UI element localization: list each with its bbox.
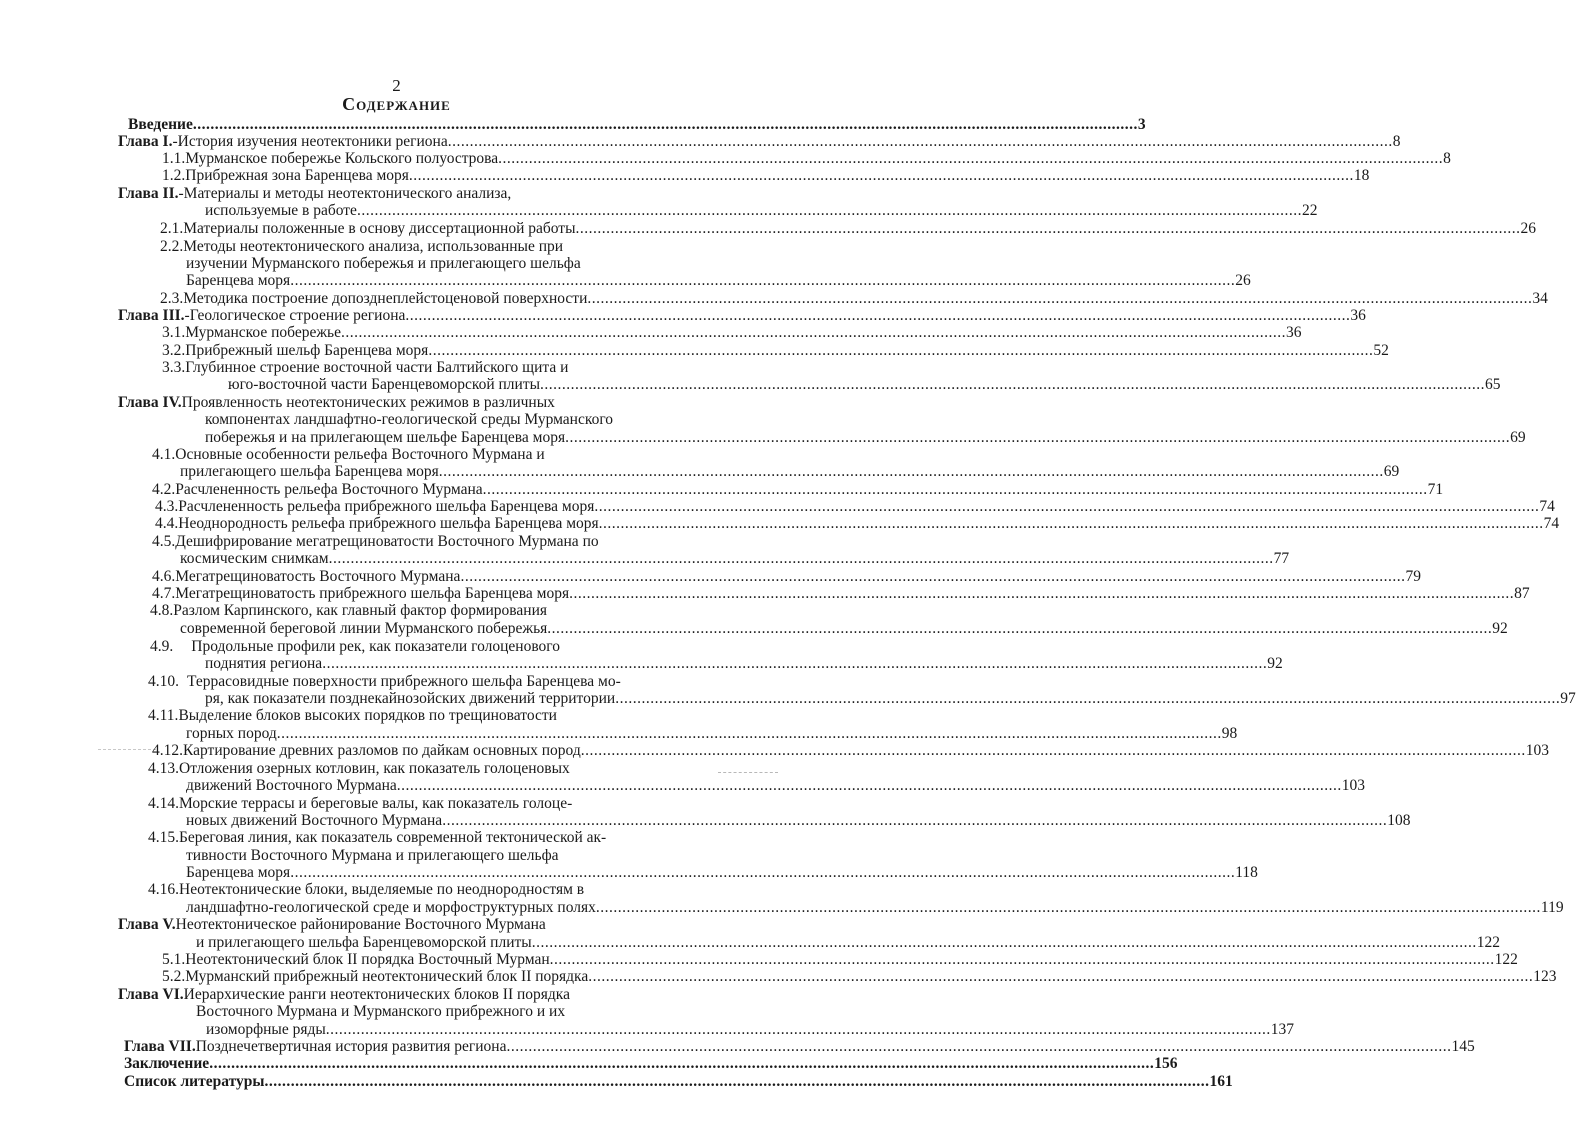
toc-label-cont: Баренцева моря (186, 864, 291, 881)
toc-page-number: 123 (1533, 968, 1557, 985)
toc-leader-dots (506, 1038, 1451, 1056)
toc-chapter-label: Глава II. (118, 185, 179, 202)
toc-label: Мурманское побережье (185, 324, 341, 341)
toc-label-cont: Баренцева моря (186, 272, 291, 289)
toc-leader-dots (209, 1055, 1154, 1073)
toc-label-cont: изучении Мурманского побережья и прилегающего шельфа (186, 255, 581, 272)
toc-entry-section-4-15-cont2 (186, 864, 1258, 882)
toc-entry-section-4-5-cont (180, 550, 1290, 568)
toc-page-number: 92 (1267, 655, 1283, 672)
toc-page-number: 71 (1427, 481, 1444, 498)
toc-page-number: 36 (1286, 324, 1302, 341)
toc-section-number: 2.3. (160, 290, 184, 307)
toc-section-number: 4.3. (155, 498, 179, 515)
toc-entry-section-4-15 (148, 829, 723, 847)
toc-page-number: 79 (1405, 568, 1421, 585)
toc-entry-chapter-2 (118, 185, 723, 203)
toc-label: Продольные профили рек, как показатели голоценового (191, 638, 561, 655)
toc-leader-dots (615, 690, 1560, 708)
toc-entry-chapter-3 (118, 307, 1366, 325)
toc-entry-chapter-4-cont (205, 411, 723, 429)
toc-entry-chapter-6-cont (196, 1003, 723, 1021)
toc-leader-dots (341, 324, 1286, 342)
toc-leader-dots (498, 150, 1443, 168)
toc-entry-section-2-1 (160, 220, 1536, 238)
toc-entry-section-4-8-cont (180, 620, 1508, 638)
toc-leader-dots (442, 812, 1387, 830)
toc-page-number: 8 (1392, 133, 1401, 150)
toc-entry-section-4-3 (155, 498, 1555, 516)
toc-entry-section-4-10 (148, 673, 723, 691)
toc-entry-section-4-1-cont (180, 463, 1400, 481)
toc-label: -История изучения неотектоники региона (172, 133, 448, 150)
toc-entry-chapter-5 (118, 916, 723, 934)
toc-entry-section-4-2 (152, 481, 1444, 499)
toc-entry-section-1-1 (162, 150, 1451, 168)
toc-entry-conclusion (124, 1055, 1178, 1073)
toc-page-number: 122 (1494, 951, 1518, 968)
toc-label: Материалы положенные в основу диссертационной работы (183, 220, 576, 237)
toc-section-number: 1.2. (162, 167, 186, 184)
toc-page-number: 161 (1209, 1073, 1233, 1090)
toc-chapter-label: Глава I. (118, 133, 173, 150)
toc-leader-dots (460, 568, 1405, 586)
toc-chapter-label: Глава V. (118, 916, 176, 933)
toc-label: Прибрежная зона Баренцева моря (185, 167, 409, 184)
toc-section-number: 4.8. (150, 602, 174, 619)
toc-label: Дешифрирование мегатрещиноватости Восточного Мурмана по (175, 533, 599, 550)
toc-section-number: 4.16. (148, 881, 179, 898)
toc-label: Неоднородность рельефа прибрежного шельфа Баренцева моря (178, 515, 599, 532)
toc-entry-section-4-11 (148, 707, 723, 725)
toc-entry-section-4-9 (150, 638, 723, 656)
toc-entry-section-2-2-cont (186, 255, 723, 273)
toc-section-number: 4.13. (148, 760, 179, 777)
toc-label: Мегатрещиноватость Восточного Мурмана (175, 568, 461, 585)
toc-page-number: 103 (1525, 742, 1549, 759)
toc-label: Иерархические ранги неотектонических блоков II порядка (183, 986, 570, 1003)
toc-leader-dots (576, 220, 1521, 238)
toc-chapter-label: Глава III. (118, 307, 185, 324)
toc-entry-chapter-6 (118, 986, 723, 1004)
toc-page-number: 122 (1476, 934, 1500, 951)
toc-leader-dots (326, 1021, 1271, 1039)
toc-label: Картирование древних разломов по дайкам основных пород (183, 742, 581, 759)
toc-label: Мегатрещиноватость прибрежного шельфа Баренцева моря (175, 585, 570, 602)
toc-entry-chapter-6-cont2 (206, 1021, 1295, 1039)
toc-section-number: 2.2. (160, 238, 184, 255)
toc-entry-intro (128, 116, 1146, 134)
toc-section-number: 4.12. (152, 742, 183, 759)
toc-chapter-label: Глава VII. (124, 1038, 196, 1055)
toc-label: Разлом Карпинского, как главный фактор формирования (173, 602, 548, 619)
toc-section-number: 4.5. (152, 533, 176, 550)
toc-entry-section-4-15-cont (186, 847, 723, 865)
toc-label-cont: горных пород (186, 725, 277, 742)
toc-label: Морские террасы и береговые валы, как показатель голоце- (179, 795, 573, 812)
toc-leader-dots (322, 655, 1267, 673)
toc-label: -Геологическое строение региона (184, 307, 406, 324)
toc-label-cont: новых движений Восточного Мурмана (186, 812, 443, 829)
toc-label-cont: компонентах ландшафтно-геологической среды Мурманского (205, 411, 614, 428)
toc-label: Методика построение допозднеплейстоценовой поверхности (183, 290, 588, 307)
toc-label: Выделение блоков высоких порядков по трещиноватости (178, 707, 557, 724)
toc-label: Глубинное строение восточной части Балтийского щита и (185, 359, 569, 376)
toc-leader-dots (596, 899, 1541, 917)
toc-entry-section-4-4 (155, 515, 1560, 533)
toc-entry-section-4-16-cont (186, 899, 1564, 917)
toc-page-number: 18 (1353, 167, 1370, 184)
toc-page-number: 74 (1539, 498, 1555, 515)
toc-leader-dots (439, 463, 1384, 481)
toc-entry-section-5-1 (162, 951, 1518, 969)
scan-artifact-line-right (718, 772, 778, 773)
toc-page-number: 145 (1451, 1038, 1475, 1055)
toc-label: Расчлененность рельефа прибрежного шельфа Баренцева моря (178, 498, 595, 515)
toc-page-number: 3 (1137, 116, 1146, 133)
toc-label: Основные особенности рельефа Восточного Мурмана и (175, 446, 545, 463)
toc-entry-section-1-2 (162, 167, 1370, 185)
toc-page-number: 22 (1301, 202, 1318, 219)
toc-leader-dots (397, 777, 1342, 795)
toc-section-number: 4.7. (152, 585, 176, 602)
toc-leader-dots (409, 167, 1354, 185)
toc-leader-dots (550, 951, 1495, 969)
toc-page-number: 8 (1443, 150, 1451, 167)
toc-leader-dots (594, 498, 1539, 516)
toc-chapter-label: Глава VI. (118, 986, 184, 1003)
toc-label: -Материалы и методы неотектонического анализа, (178, 185, 512, 202)
toc-leader-dots (193, 116, 1138, 134)
toc-entry-chapter-2-cont (205, 202, 1318, 220)
toc-page-number: 26 (1235, 272, 1251, 289)
toc-leader-dots (290, 864, 1235, 882)
toc-entry-section-3-2 (162, 342, 1389, 360)
toc-page-number: 34 (1532, 290, 1548, 307)
page-title: Содержание (342, 94, 451, 114)
toc-label-cont: используемые в работе (205, 202, 357, 219)
toc-label-cont: движений Восточного Мурмана (186, 777, 397, 794)
toc-leader-dots (277, 725, 1222, 743)
toc-leader-dots (569, 585, 1514, 603)
toc-page-number: 97 (1560, 690, 1576, 707)
toc-label-cont: побережья и на прилегающем шельфе Баренцева моря (205, 429, 566, 446)
toc-label: Список литературы (124, 1073, 265, 1090)
toc-label-cont: тивности Восточного Мурмана и прилегающего шельфа (186, 847, 559, 864)
toc-entry-section-4-14-cont (186, 812, 1411, 830)
toc-label: Неотектоническое районирование Восточного Мурмана (175, 916, 546, 933)
toc-section-number: 4.14. (148, 795, 179, 812)
toc-label-cont: прилегающего шельфа Баренцева моря (180, 463, 439, 480)
toc-page-number: 69 (1383, 463, 1400, 480)
toc-leader-dots (428, 342, 1373, 360)
toc-page-number: 92 (1492, 620, 1508, 637)
toc-label: Заключение (124, 1055, 210, 1072)
toc-leader-dots (329, 550, 1274, 568)
toc-leader-dots (547, 620, 1492, 638)
toc-entry-section-4-1 (152, 446, 723, 464)
toc-leader-dots (290, 272, 1235, 290)
toc-leader-dots (357, 202, 1302, 220)
toc-section-number: 5.1. (162, 951, 186, 968)
toc-leader-dots (448, 133, 1393, 151)
toc-entry-section-4-14 (148, 795, 723, 813)
toc-leader-dots (405, 307, 1350, 325)
toc-entry-section-4-5 (152, 533, 723, 551)
toc-label: Проявленность неотектонических режимов в различных (181, 394, 555, 411)
toc-label-cont: и прилегающего шельфа Баренцевоморской плиты (196, 934, 532, 951)
toc-page-number: 108 (1387, 812, 1411, 829)
toc-label-cont: космическим снимкам (180, 550, 329, 567)
toc-leader-dots (532, 934, 1477, 952)
toc-label: Позднечетвертичная история развития региона (195, 1038, 507, 1055)
toc-label-cont: юго-восточной части Баренцевоморской плиты (228, 376, 541, 393)
toc-label: Террасовидные поверхности прибрежного шельфа Баренцева мо- (187, 673, 621, 690)
toc-leader-dots (599, 515, 1544, 533)
toc-entry-section-4-13 (148, 760, 723, 778)
toc-section-number: 2.1. (160, 220, 184, 237)
toc-page-number: 137 (1270, 1021, 1295, 1038)
toc-leader-dots (587, 290, 1532, 308)
scan-artifact-line-left (98, 749, 156, 750)
toc-leader-dots (264, 1073, 1209, 1091)
toc-page-number: 74 (1543, 515, 1560, 532)
page-number: 2 (392, 76, 401, 95)
toc-section-number: 3.2. (162, 342, 186, 359)
toc-leader-dots (581, 742, 1526, 760)
toc-label-cont: поднятия региона (205, 655, 323, 672)
toc-section-number: 5.2. (162, 968, 186, 985)
toc-section-number: 4.10. (148, 673, 179, 690)
toc-label: Расчлененность рельефа Восточного Мурмана (175, 481, 483, 498)
toc-section-number: 1.1. (162, 150, 186, 167)
toc-entry-references (124, 1073, 1233, 1091)
toc-page-number: 103 (1341, 777, 1366, 794)
toc-entry-section-3-3-cont (228, 376, 1501, 394)
toc-entry-section-4-13-cont (186, 777, 1366, 795)
toc-section-number: 4.11. (148, 707, 179, 724)
toc-entry-section-3-3 (162, 359, 723, 377)
toc-entry-section-4-8 (150, 602, 723, 620)
toc-page-number: 26 (1520, 220, 1536, 237)
toc-page-number: 65 (1485, 376, 1501, 393)
toc-page-number: 119 (1540, 899, 1564, 916)
toc-label-cont: ландшафтно-геологической среде и морфоструктурных полях (186, 899, 596, 916)
toc-entry-chapter-4 (118, 394, 723, 412)
toc-entry-section-4-16 (148, 881, 723, 899)
toc-page-number: 52 (1373, 342, 1389, 359)
toc-leader-dots (540, 376, 1485, 394)
toc-entry-section-2-2 (160, 238, 723, 256)
toc-label: Неотектонические блоки, выделяемые по неоднородностям в (179, 881, 585, 898)
toc-page-number: 118 (1235, 864, 1258, 881)
toc-page-number: 36 (1350, 307, 1366, 324)
toc-label-cont: Восточного Мурмана и Мурманского прибрежного и их (196, 1003, 566, 1020)
toc-entry-chapter-5-cont (196, 934, 1500, 952)
toc-entry-section-5-2 (162, 968, 1557, 986)
toc-section-number: 3.3. (162, 359, 186, 376)
toc-label-cont: современной береговой линии Мурманского побережья (180, 620, 548, 637)
toc-leader-dots (588, 968, 1533, 986)
toc-entry-chapter-7 (124, 1038, 1475, 1056)
toc-page-number: 87 (1514, 585, 1530, 602)
toc-entry-section-2-2-cont2 (186, 272, 1251, 290)
toc-label: Отложения озерных котловин, как показатель голоценовых (179, 760, 570, 777)
toc-section-number: 3.1. (162, 324, 186, 341)
toc-label: Прибрежный шельф Баренцева моря (185, 342, 429, 359)
toc-label: Неотектонический блок II порядка Восточный Мурман (185, 951, 550, 968)
toc-leader-dots (565, 429, 1510, 447)
toc-section-number: 4.9. (150, 638, 174, 655)
toc-entry-section-4-9-cont (205, 655, 1283, 673)
toc-section-number: 4.15. (148, 829, 179, 846)
toc-leader-dots (483, 481, 1428, 499)
toc-entry-section-4-10-cont (205, 690, 1576, 708)
toc-section-number: 4.6. (152, 568, 176, 585)
toc-page-number: 77 (1273, 550, 1290, 567)
toc-entry-section-4-11-cont (186, 725, 1238, 743)
toc-section-number: 4.2. (152, 481, 176, 498)
toc-label: Введение (128, 116, 193, 133)
toc-section-number: 4.1. (152, 446, 176, 463)
toc-section-number: 4.4. (155, 515, 179, 532)
toc-label: Методы неотектонического анализа, использованные при (183, 238, 564, 255)
toc-entry-chapter-4-cont2 (205, 429, 1526, 447)
toc-label: Мурманское побережье Кольского полуострова (185, 150, 499, 167)
toc-entry-chapter-1 (118, 133, 1401, 151)
toc-entry-section-3-1 (162, 324, 1302, 342)
toc-chapter-label: Глава IV. (118, 394, 182, 411)
toc-label-cont: ря, как показатели позднекайнозойских движений территории (205, 690, 616, 707)
toc-label-cont: изоморфные ряды (206, 1021, 326, 1038)
toc-entry-section-4-12 (152, 742, 1549, 760)
toc-label: Мурманский прибрежный неотектонический блок II порядка (185, 968, 589, 985)
toc-page-number: 98 (1221, 725, 1238, 742)
toc-label: Береговая линия, как показатель современной тектонической ак- (179, 829, 607, 846)
toc-entry-section-4-6 (152, 568, 1421, 586)
toc-page-number: 69 (1510, 429, 1526, 446)
toc-entry-section-4-7 (152, 585, 1530, 603)
toc-page-number: 156 (1154, 1055, 1178, 1072)
toc-entry-section-2-3 (160, 290, 1548, 308)
